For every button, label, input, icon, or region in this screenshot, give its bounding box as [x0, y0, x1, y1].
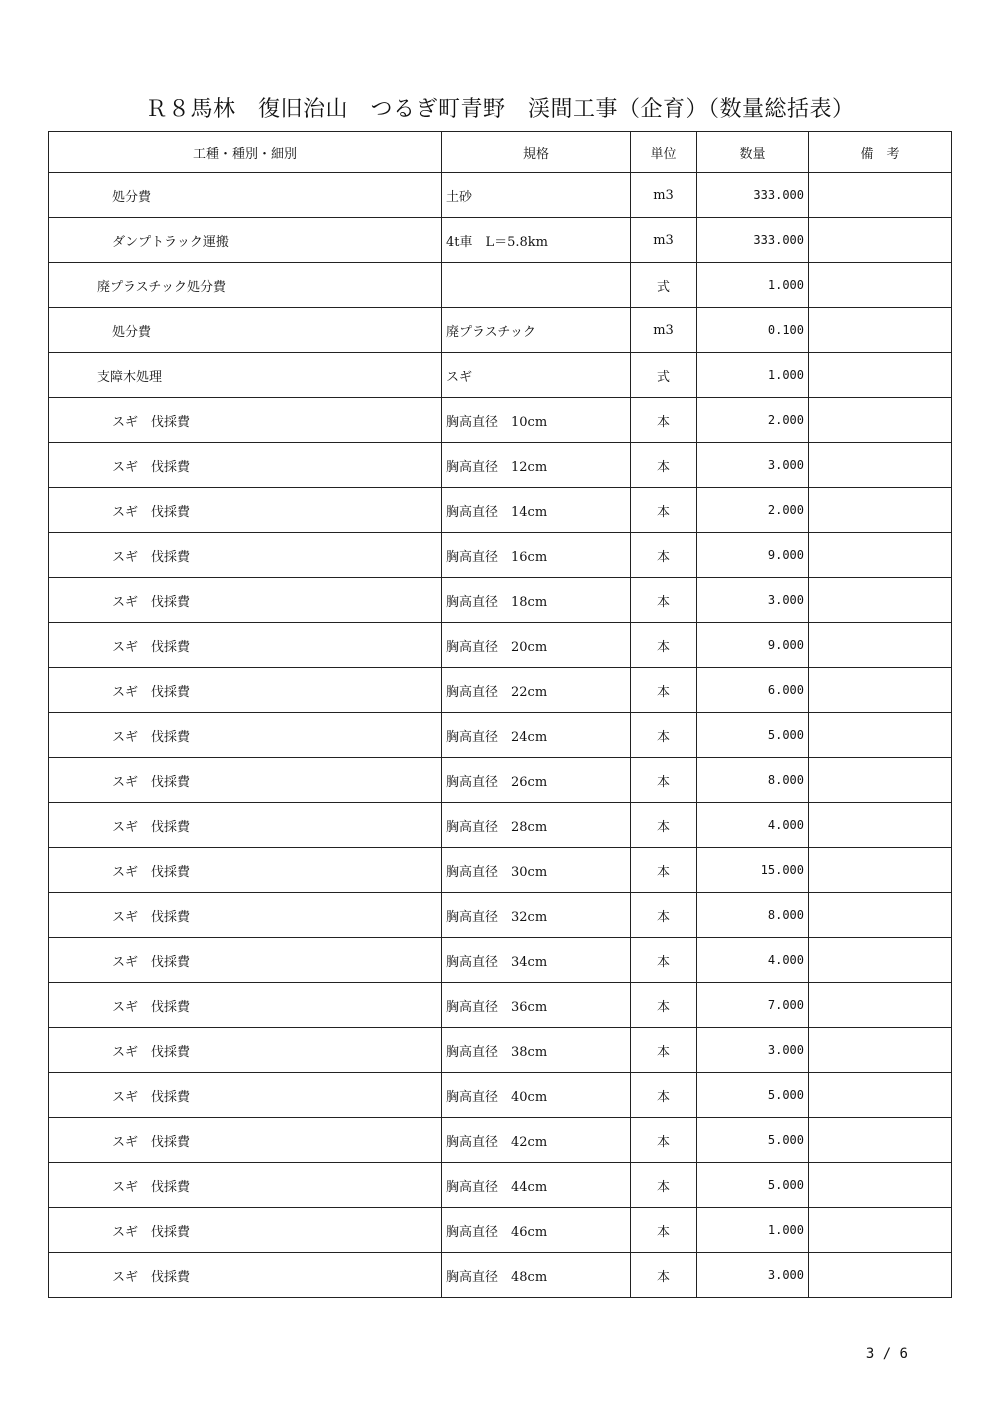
table-row	[49, 353, 952, 398]
cell-item: スギ 伐採費	[49, 803, 442, 848]
table-row	[49, 173, 952, 218]
cell-spec: 廃プラスチック	[442, 308, 631, 353]
cell-item: 支障木処理	[49, 353, 442, 398]
cell-qty: 15.000	[697, 848, 809, 893]
table-row	[49, 1208, 952, 1253]
table-row	[49, 623, 952, 668]
table-row	[49, 1163, 952, 1208]
cell-unit: 本	[631, 578, 697, 623]
cell-item: スギ 伐採費	[49, 488, 442, 533]
cell-remarks	[809, 803, 952, 848]
cell-qty: 8.000	[697, 893, 809, 938]
cell-remarks	[809, 1073, 952, 1118]
table-row	[49, 1118, 952, 1163]
cell-qty: 2.000	[697, 488, 809, 533]
cell-unit: 本	[631, 983, 697, 1028]
cell-remarks	[809, 1118, 952, 1163]
cell-unit: 式	[631, 263, 697, 308]
table-row	[49, 668, 952, 713]
cell-unit: 本	[631, 443, 697, 488]
cell-remarks	[809, 893, 952, 938]
cell-qty: 1.000	[697, 1208, 809, 1253]
cell-qty: 7.000	[697, 983, 809, 1028]
cell-unit: 本	[631, 1073, 697, 1118]
cell-unit: 本	[631, 1208, 697, 1253]
cell-qty: 333.000	[697, 173, 809, 218]
table-row	[49, 263, 952, 308]
cell-spec: 胸高直径 26cm	[442, 758, 631, 803]
cell-unit: 本	[631, 1163, 697, 1208]
cell-remarks	[809, 1163, 952, 1208]
cell-qty: 3.000	[697, 443, 809, 488]
cell-spec: 胸高直径 18cm	[442, 578, 631, 623]
table-header-row	[49, 132, 952, 173]
table-body	[49, 173, 952, 1298]
cell-qty: 4.000	[697, 938, 809, 983]
cell-item: スギ 伐採費	[49, 668, 442, 713]
cell-remarks	[809, 353, 952, 398]
cell-spec: 胸高直径 44cm	[442, 1163, 631, 1208]
cell-qty: 5.000	[697, 1073, 809, 1118]
cell-unit: 本	[631, 758, 697, 803]
cell-spec: 土砂	[442, 173, 631, 218]
cell-spec: 胸高直径 28cm	[442, 803, 631, 848]
cell-unit: 本	[631, 623, 697, 668]
cell-qty: 2.000	[697, 398, 809, 443]
cell-item: 処分費	[49, 173, 442, 218]
header-qty: 数量	[697, 132, 809, 173]
table-row	[49, 533, 952, 578]
cell-unit: 本	[631, 848, 697, 893]
cell-qty: 3.000	[697, 1028, 809, 1073]
cell-item: 処分費	[49, 308, 442, 353]
cell-item: スギ 伐採費	[49, 983, 442, 1028]
cell-qty: 333.000	[697, 218, 809, 263]
header-remarks: 備 考	[809, 132, 952, 173]
cell-remarks	[809, 398, 952, 443]
cell-spec: 胸高直径 30cm	[442, 848, 631, 893]
table-row	[49, 218, 952, 263]
cell-spec: 胸高直径 10cm	[442, 398, 631, 443]
table-row	[49, 1073, 952, 1118]
table-row	[49, 983, 952, 1028]
table-row	[49, 308, 952, 353]
cell-qty: 0.100	[697, 308, 809, 353]
cell-unit: 本	[631, 1118, 697, 1163]
cell-item: スギ 伐採費	[49, 1253, 442, 1298]
table-row	[49, 758, 952, 803]
cell-item: スギ 伐採費	[49, 1163, 442, 1208]
cell-item: ダンプトラック運搬	[49, 218, 442, 263]
cell-item: スギ 伐採費	[49, 1028, 442, 1073]
cell-item: スギ 伐採費	[49, 848, 442, 893]
cell-unit: 本	[631, 803, 697, 848]
cell-unit: 本	[631, 713, 697, 758]
cell-remarks	[809, 488, 952, 533]
table-row	[49, 398, 952, 443]
header-item: 工種・種別・細別	[49, 132, 442, 173]
cell-qty: 1.000	[697, 263, 809, 308]
cell-spec: 胸高直径 38cm	[442, 1028, 631, 1073]
cell-remarks	[809, 983, 952, 1028]
cell-remarks	[809, 938, 952, 983]
table-row	[49, 1028, 952, 1073]
cell-unit: 本	[631, 533, 697, 578]
cell-qty: 5.000	[697, 713, 809, 758]
table-row	[49, 938, 952, 983]
cell-item: スギ 伐採費	[49, 938, 442, 983]
cell-item: スギ 伐採費	[49, 623, 442, 668]
cell-remarks	[809, 173, 952, 218]
cell-unit: 本	[631, 668, 697, 713]
cell-item: スギ 伐採費	[49, 1073, 442, 1118]
cell-unit: 本	[631, 398, 697, 443]
cell-spec: 4t車 L＝5.8km	[442, 218, 631, 263]
table-row	[49, 1253, 952, 1298]
table-row	[49, 713, 952, 758]
cell-qty: 3.000	[697, 578, 809, 623]
cell-unit: 式	[631, 353, 697, 398]
header-unit: 単位	[631, 132, 697, 173]
cell-remarks	[809, 1208, 952, 1253]
cell-qty: 8.000	[697, 758, 809, 803]
cell-unit: 本	[631, 938, 697, 983]
cell-remarks	[809, 668, 952, 713]
cell-spec: 胸高直径 32cm	[442, 893, 631, 938]
cell-spec: 胸高直径 34cm	[442, 938, 631, 983]
quantity-summary-table	[48, 131, 952, 1298]
cell-item: スギ 伐採費	[49, 893, 442, 938]
cell-spec: 胸高直径 16cm	[442, 533, 631, 578]
cell-unit: 本	[631, 1028, 697, 1073]
cell-item: スギ 伐採費	[49, 533, 442, 578]
cell-item: スギ 伐採費	[49, 398, 442, 443]
cell-remarks	[809, 713, 952, 758]
page-number: 3 / 6	[865, 1346, 908, 1362]
cell-remarks	[809, 848, 952, 893]
cell-qty: 6.000	[697, 668, 809, 713]
cell-unit: m3	[631, 173, 697, 218]
table-row	[49, 893, 952, 938]
cell-spec: 胸高直径 48cm	[442, 1253, 631, 1298]
cell-remarks	[809, 1028, 952, 1073]
cell-unit: m3	[631, 308, 697, 353]
cell-spec: 胸高直径 22cm	[442, 668, 631, 713]
cell-spec: 胸高直径 12cm	[442, 443, 631, 488]
header-spec: 規格	[442, 132, 631, 173]
cell-spec: 胸高直径 20cm	[442, 623, 631, 668]
table-row	[49, 803, 952, 848]
cell-item: スギ 伐採費	[49, 443, 442, 488]
table-row	[49, 848, 952, 893]
cell-item: スギ 伐採費	[49, 1118, 442, 1163]
document-title: Ｒ８馬林 復旧治山 つるぎ町青野 渓間工事（企育）（数量総括表）	[145, 97, 855, 122]
cell-unit: m3	[631, 218, 697, 263]
cell-remarks	[809, 308, 952, 353]
cell-remarks	[809, 533, 952, 578]
cell-remarks	[809, 623, 952, 668]
cell-qty: 9.000	[697, 623, 809, 668]
cell-qty: 4.000	[697, 803, 809, 848]
cell-spec: 胸高直径 14cm	[442, 488, 631, 533]
table-row	[49, 443, 952, 488]
cell-qty: 5.000	[697, 1163, 809, 1208]
cell-spec: 胸高直径 42cm	[442, 1118, 631, 1163]
cell-unit: 本	[631, 1253, 697, 1298]
table-row	[49, 578, 952, 623]
table-row	[49, 488, 952, 533]
cell-item: スギ 伐採費	[49, 578, 442, 623]
cell-remarks	[809, 443, 952, 488]
cell-item: スギ 伐採費	[49, 713, 442, 758]
cell-qty: 5.000	[697, 1118, 809, 1163]
cell-qty: 9.000	[697, 533, 809, 578]
cell-qty: 1.000	[697, 353, 809, 398]
cell-spec: 胸高直径 24cm	[442, 713, 631, 758]
cell-remarks	[809, 578, 952, 623]
cell-item: スギ 伐採費	[49, 758, 442, 803]
cell-spec: スギ	[442, 353, 631, 398]
cell-remarks	[809, 263, 952, 308]
cell-spec	[442, 263, 631, 308]
cell-spec: 胸高直径 46cm	[442, 1208, 631, 1253]
cell-unit: 本	[631, 893, 697, 938]
cell-remarks	[809, 758, 952, 803]
cell-item: スギ 伐採費	[49, 1208, 442, 1253]
cell-remarks	[809, 218, 952, 263]
cell-item: 廃プラスチック処分費	[49, 263, 442, 308]
cell-qty: 3.000	[697, 1253, 809, 1298]
cell-spec: 胸高直径 40cm	[442, 1073, 631, 1118]
cell-unit: 本	[631, 488, 697, 533]
cell-spec: 胸高直径 36cm	[442, 983, 631, 1028]
cell-remarks	[809, 1253, 952, 1298]
